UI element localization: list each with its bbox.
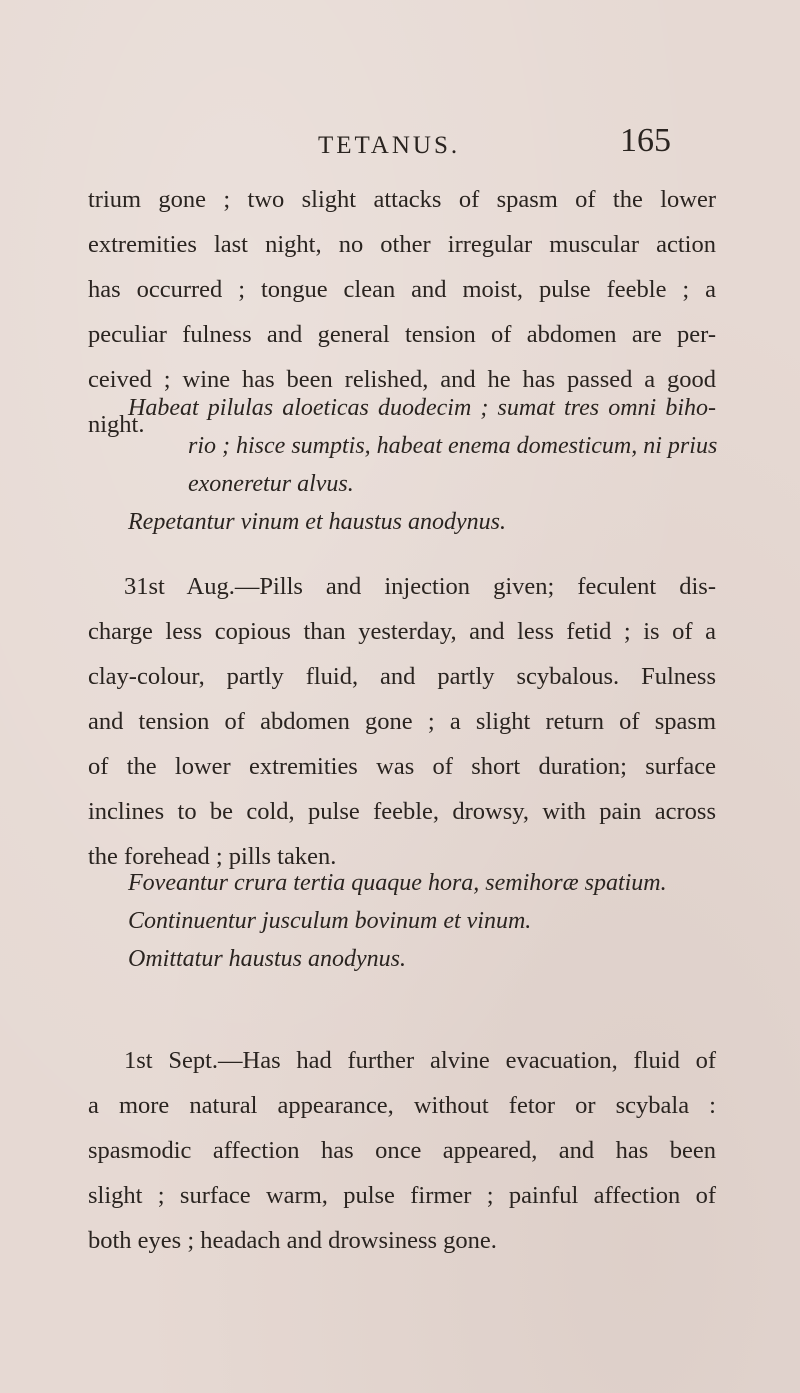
paragraph-3 xyxy=(88,1038,716,1263)
text-line: trium gone ; two slight attacks of spasm of the lower xyxy=(88,186,716,213)
prescription-line: Continuentur jusculum bovinum et vinum. xyxy=(128,908,532,934)
prescription-line: Foveantur crura tertia quaque hora, semihoræ spatium. xyxy=(128,870,667,896)
text-line: has occurred ; tongue clean and moist, pulse feeble ; a xyxy=(88,276,716,303)
text-line: ceived ; wine has been relished, and he has passed a good xyxy=(88,366,716,393)
prescription-line: exoneretur alvus. xyxy=(188,471,354,497)
page-number: 165 xyxy=(620,122,671,159)
text-line: peculiar fulness and general tension of abdomen are per- xyxy=(88,321,716,348)
running-title: TETANUS. xyxy=(318,132,461,159)
text-line: night. xyxy=(88,411,145,438)
prescription-line: Repetantur vinum et haustus anodynus. xyxy=(128,509,506,535)
text-line: inclines to be cold, pulse feeble, drowsy, with pain across xyxy=(88,798,716,825)
text-line: extremities last night, no other irregular muscular action xyxy=(88,231,716,258)
text-line: both eyes ; headach and drowsiness gone. xyxy=(88,1227,497,1254)
prescription-1 xyxy=(128,389,716,541)
page-header xyxy=(0,122,800,172)
prescription-line: rio ; hisce sumptis, habeat enema domesticum, ni prius xyxy=(188,433,718,459)
text-line: slight ; surface warm, pulse firmer ; painful affection of xyxy=(88,1182,716,1209)
text-line: clay-colour, partly fluid, and partly scybalous. Fulness xyxy=(88,663,716,690)
text-line: of the lower extremities was of short duration; surface xyxy=(88,753,716,780)
prescription-line: Omittatur haustus anodynus. xyxy=(128,946,407,972)
text-line: spasmodic affection has once appeared, and has been xyxy=(88,1137,716,1164)
text-line: a more natural appearance, without fetor or scybala : xyxy=(88,1092,716,1119)
prescription-2 xyxy=(128,864,667,978)
text-line: 31st Aug.—Pills and injection given; feculent dis- xyxy=(124,573,716,600)
text-line: charge less copious than yesterday, and less fetid ; is of a xyxy=(88,618,716,645)
text-line: 1st Sept.—Has had further alvine evacuation, fluid of xyxy=(124,1047,716,1074)
text-line: the forehead ; pills taken. xyxy=(88,843,337,870)
prescription-line: Habeat pilulas aloeticas duodecim ; sumat tres omni biho- xyxy=(128,395,716,421)
text-line: and tension of abdomen gone ; a slight return of spasm xyxy=(88,708,716,735)
paragraph-2 xyxy=(88,564,716,879)
